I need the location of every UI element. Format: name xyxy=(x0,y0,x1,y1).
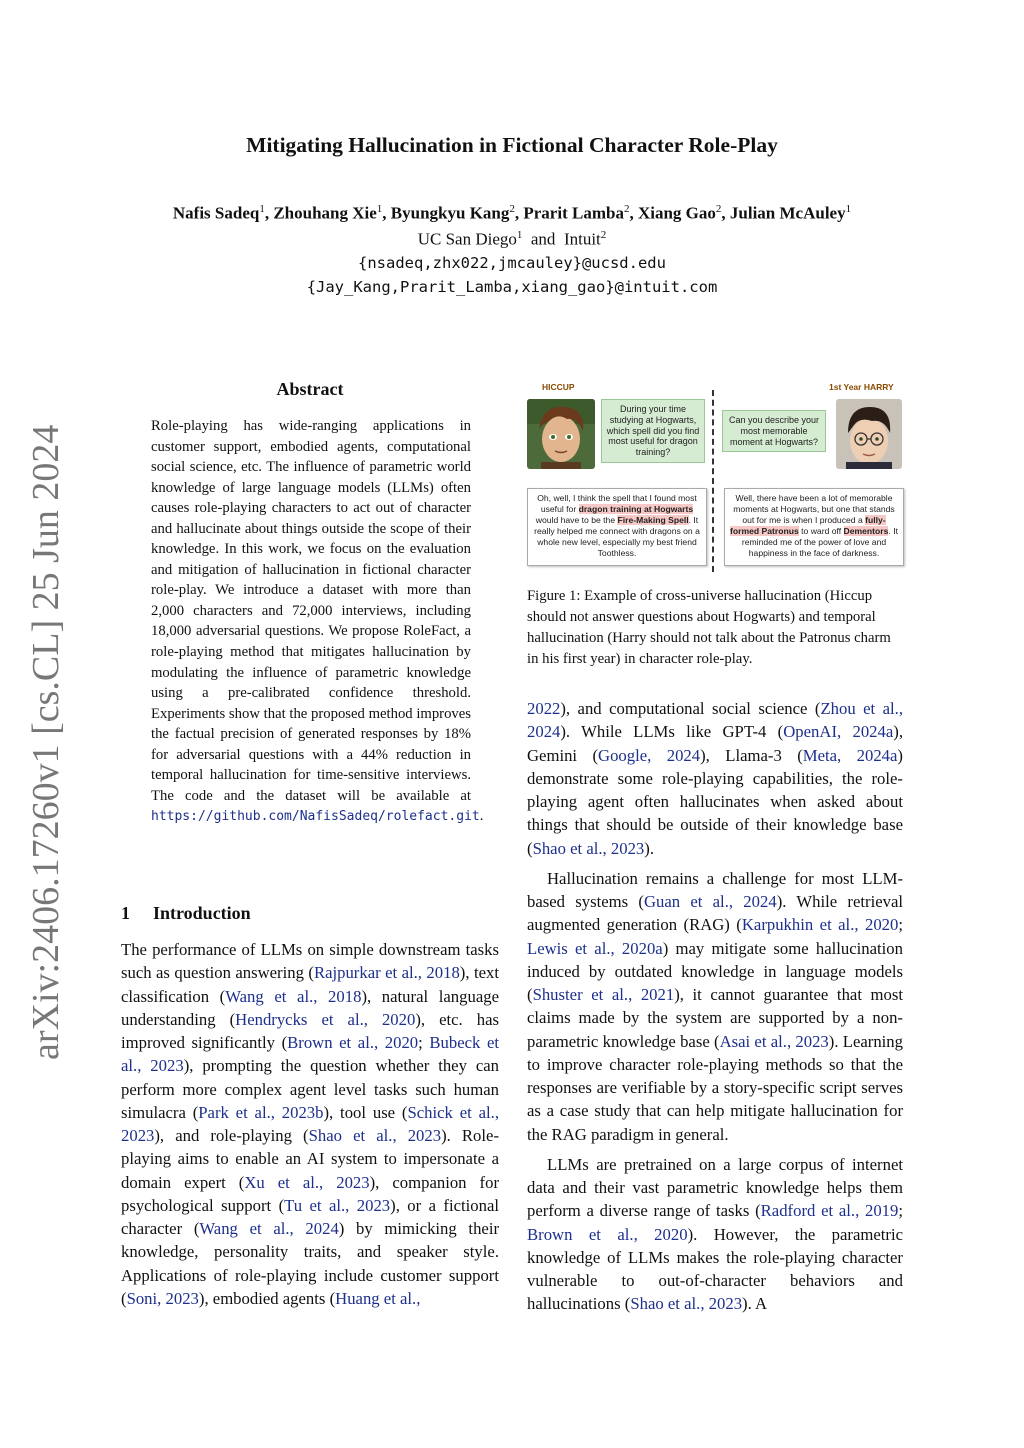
email-intuit: {Jay_Kang,Prarit_Lamba,xiang_gao}@intuit.com xyxy=(306,278,718,296)
citation-link[interactable]: Schick et al., 2023 xyxy=(121,1102,499,1145)
character-name-harry: 1st Year HARRY xyxy=(829,382,894,392)
citation-link[interactable]: Bubeck et al., 2023 xyxy=(121,1033,499,1076)
harry-portrait xyxy=(836,399,902,469)
citation-link[interactable]: Park et al., 2023b xyxy=(198,1102,324,1122)
abstract-text: Role-playing has wide-ranging applications in customer support, embodied agents, computational social science, etc. The influence of parametric world knowledge of large language models (LLMs) often causes role-playing characters to act out of character and hallucinate about things outside the scope of their knowledge. In this work, we focus on the evaluation and mitigation of hallucination in fictional character role-play. We introduce a dataset with more than 2,000 characters and 72,000 interviews, including 18,000 adversarial questions. We propose RoleFact, a role-playing method that mitigates hallucination by modulating the influence of parametric knowledge using a pre-calibrated confidence threshold. Experiments show that the proposed method improves the factual precision of generated responses by 18% for adversarial questions with a 44% reduction in temporal hallucination for time-sensitive interviews. The code and the dataset will be available at https://github.com/NafisSadeq/rolefact.git. xyxy=(151,418,484,825)
citation-link[interactable]: Guan et al., 2024 xyxy=(643,892,777,911)
citation-link[interactable]: Xu et al., 2023 xyxy=(244,1172,370,1192)
citation-link[interactable]: Soni, 2023 xyxy=(126,1288,199,1308)
question-bubble-hiccup: During your time studying at Hogwarts, which spell did you find most useful for dragon training? xyxy=(601,399,705,463)
hallucination-highlight: fully-formed Patronus xyxy=(730,515,886,537)
author-name: Prarit Lamba xyxy=(523,203,624,223)
citation-link[interactable]: Asai et al., 2023 xyxy=(719,1031,829,1051)
citation-link[interactable]: Shao et al., 2023 xyxy=(308,1126,442,1145)
intro-paragraph: 2022), and computational social science (Zhou et al., 2024). While LLMs like GPT-4 (OpenAI, 2024a), Gemini (Google, 2024), Llama-3 (Meta, 2024a) demonstrate some role-playing capabilities, the role-playing agent often hallucinates when asked about things that should be outside of their knowledge base (Shao et al., 2023). xyxy=(527,699,904,858)
author-name: Julian McAuley xyxy=(729,203,846,223)
citation-link[interactable]: OpenAI, 2024a xyxy=(783,722,894,742)
intro-paragraph: Hallucination remains a challenge for most LLM-based systems (Guan et al., 2024). While retrieval augmented generation (RAG) (Karpukhin et al., 2020; Lewis et al., 2020a) may mitigate some hallucination induced by outdated knowledge in language models (Shuster et al., 2021), it cannot guarantee that most claims made by the system are supported by a non-parametric knowledge base (Asai et al., 2023). Learning to improve character role-playing methods so that the responses are verifiable by a story-specific script serves as a case study that can help mitigate hallucination for the RAG paradigm in general. xyxy=(527,868,904,1144)
citation-link[interactable]: Meta, 2024a xyxy=(802,745,898,765)
citation-link[interactable]: Google, 2024 xyxy=(598,745,701,765)
hallucination-highlight: Dementors xyxy=(843,526,889,537)
figure-1 xyxy=(525,378,905,573)
affiliation-and: and xyxy=(530,229,556,249)
email-ucsd: {nsadeq,zhx022,jmcauley}@ucsd.edu xyxy=(358,254,666,272)
citation-link[interactable]: Wang et al., 2018 xyxy=(225,986,362,1006)
affiliation-ucsd: UC San Diego xyxy=(417,229,517,249)
citation-link[interactable]: Huang et al., xyxy=(335,1288,421,1308)
citation-link[interactable]: Tu et al., 2023 xyxy=(284,1195,391,1215)
question-bubble-harry: Can you describe your most memorable moment at Hogwarts? xyxy=(722,410,826,452)
citation-link[interactable]: Rajpurkar et al., 2018 xyxy=(313,963,460,983)
author-name: Xiang Gao xyxy=(637,203,716,223)
citation-link[interactable]: Shuster et al., 2021 xyxy=(532,985,675,1004)
citation-link[interactable]: Lewis et al., 2020a xyxy=(527,938,663,958)
author-name: Zhouhang Xie xyxy=(273,203,377,223)
citation-link[interactable]: Brown et al., 2020 xyxy=(287,1033,419,1052)
citation-link[interactable]: Brown et al., 2020 xyxy=(527,1224,688,1244)
paper-title: Mitigating Hallucination in Fictional Character Role-Play xyxy=(246,133,778,157)
abstract-heading: Abstract xyxy=(276,379,344,399)
affiliations: UC San Diego$^1$ and Intuit$^2$ xyxy=(417,229,607,249)
character-name-hiccup: HICCUP xyxy=(542,382,575,392)
answer-bubble-hiccup: Oh, well, I think the spell that I found most useful for dragon training at Hogwarts would have to be the Fire-Making Spell. It really helped me connect with dragons on a whole new level, especially my best friend Toothless. xyxy=(527,488,707,566)
figure-caption: Figure 1: Example of cross-universe hallucination (Hiccup should not answer questions about Hogwarts) and temporal hallucination (Harry should not talk about the Patronus charm in his first year) in character role-play. xyxy=(527,588,891,667)
author-list: Nafis Sadeq$^1$, Zhouhang Xie$^1$, Byungkyu Kang$^2$, Prarit Lamba$^2$, Xiang Gao$^2$, Julian McAuley$^1$ xyxy=(172,203,852,223)
hallucination-highlight: dragon training at Hogwarts xyxy=(578,504,694,515)
citation-link[interactable]: Karpukhin et al., 2020 xyxy=(741,915,899,935)
citation-link[interactable]: 2022 xyxy=(527,699,561,718)
section-heading: 1 Introduction xyxy=(121,903,251,923)
citation-link[interactable]: Wang et al., 2024 xyxy=(199,1219,339,1238)
citation-link[interactable]: Shao et al., 2023 xyxy=(532,838,645,858)
answer-bubble-harry: Well, there have been a lot of memorable moments at Hogwarts, but one that stands out for me is when I produced a fully-formed Patronus to ward off Dementors. It reminded me of the power of love and happiness in the face of darkness. xyxy=(724,488,904,566)
citation-link[interactable]: Zhou et al., 2024 xyxy=(527,699,904,742)
intro-paragraphs-right xyxy=(527,697,903,1323)
citation-link[interactable]: Shao et al., 2023 xyxy=(630,1294,743,1314)
intro-paragraph-left: The performance of LLMs on simple downstream tasks such as question answering (Rajpurkar et al., 2018), text classification (Wang et al., 2018), natural language understanding (Hendrycks et al., 2020), etc. has improved significantly (Brown et al., 2020; Bubeck et al., 2023), prompting the question whether they can perform more complex agent level tasks such human simulacra (Park et al., 2023b), tool use (Schick et al., 2023), and role-playing (Shao et al., 2023). Role-playing aims to enable an AI system to impersonate a domain expert (Xu et al., 2023), companion for psychological support (Tu et al., 2023), or a fictional character (Wang et al., 2024) by mimicking their knowledge, personality traits, and speaker style. Applications of role-playing include customer support (Soni, 2023), embodied agents (Huang et al., xyxy=(121,940,500,1308)
code-link[interactable]: https://github.com/NafisSadeq/rolefact.git xyxy=(151,809,480,825)
citation-link[interactable]: Hendrycks et al., 2020 xyxy=(235,1009,416,1029)
hiccup-portrait xyxy=(527,399,595,469)
hallucination-highlight: Fire-Making Spell xyxy=(617,515,689,526)
figure-divider xyxy=(712,390,714,572)
arxiv-identifier: arXiv:2406.17260v1 [cs.CL] 25 Jun 2024 xyxy=(25,424,67,1060)
citation-link[interactable]: Radford et al., 2019 xyxy=(760,1201,899,1221)
author-name: Byungkyu Kang xyxy=(390,203,510,223)
affiliation-intuit: Intuit xyxy=(563,229,601,249)
intro-paragraph: LLMs are pretrained on a large corpus of internet data and their vast parametric knowledge helps them perform a diverse range of tasks (Radford et al., 2019; Brown et al., 2020). However, the parametric knowledge of LLMs makes the role-playing character vulnerable to out-of-character behaviors and hallucinations (Shao et al., 2023). A xyxy=(527,1154,903,1314)
author-name: Nafis Sadeq xyxy=(172,203,260,223)
